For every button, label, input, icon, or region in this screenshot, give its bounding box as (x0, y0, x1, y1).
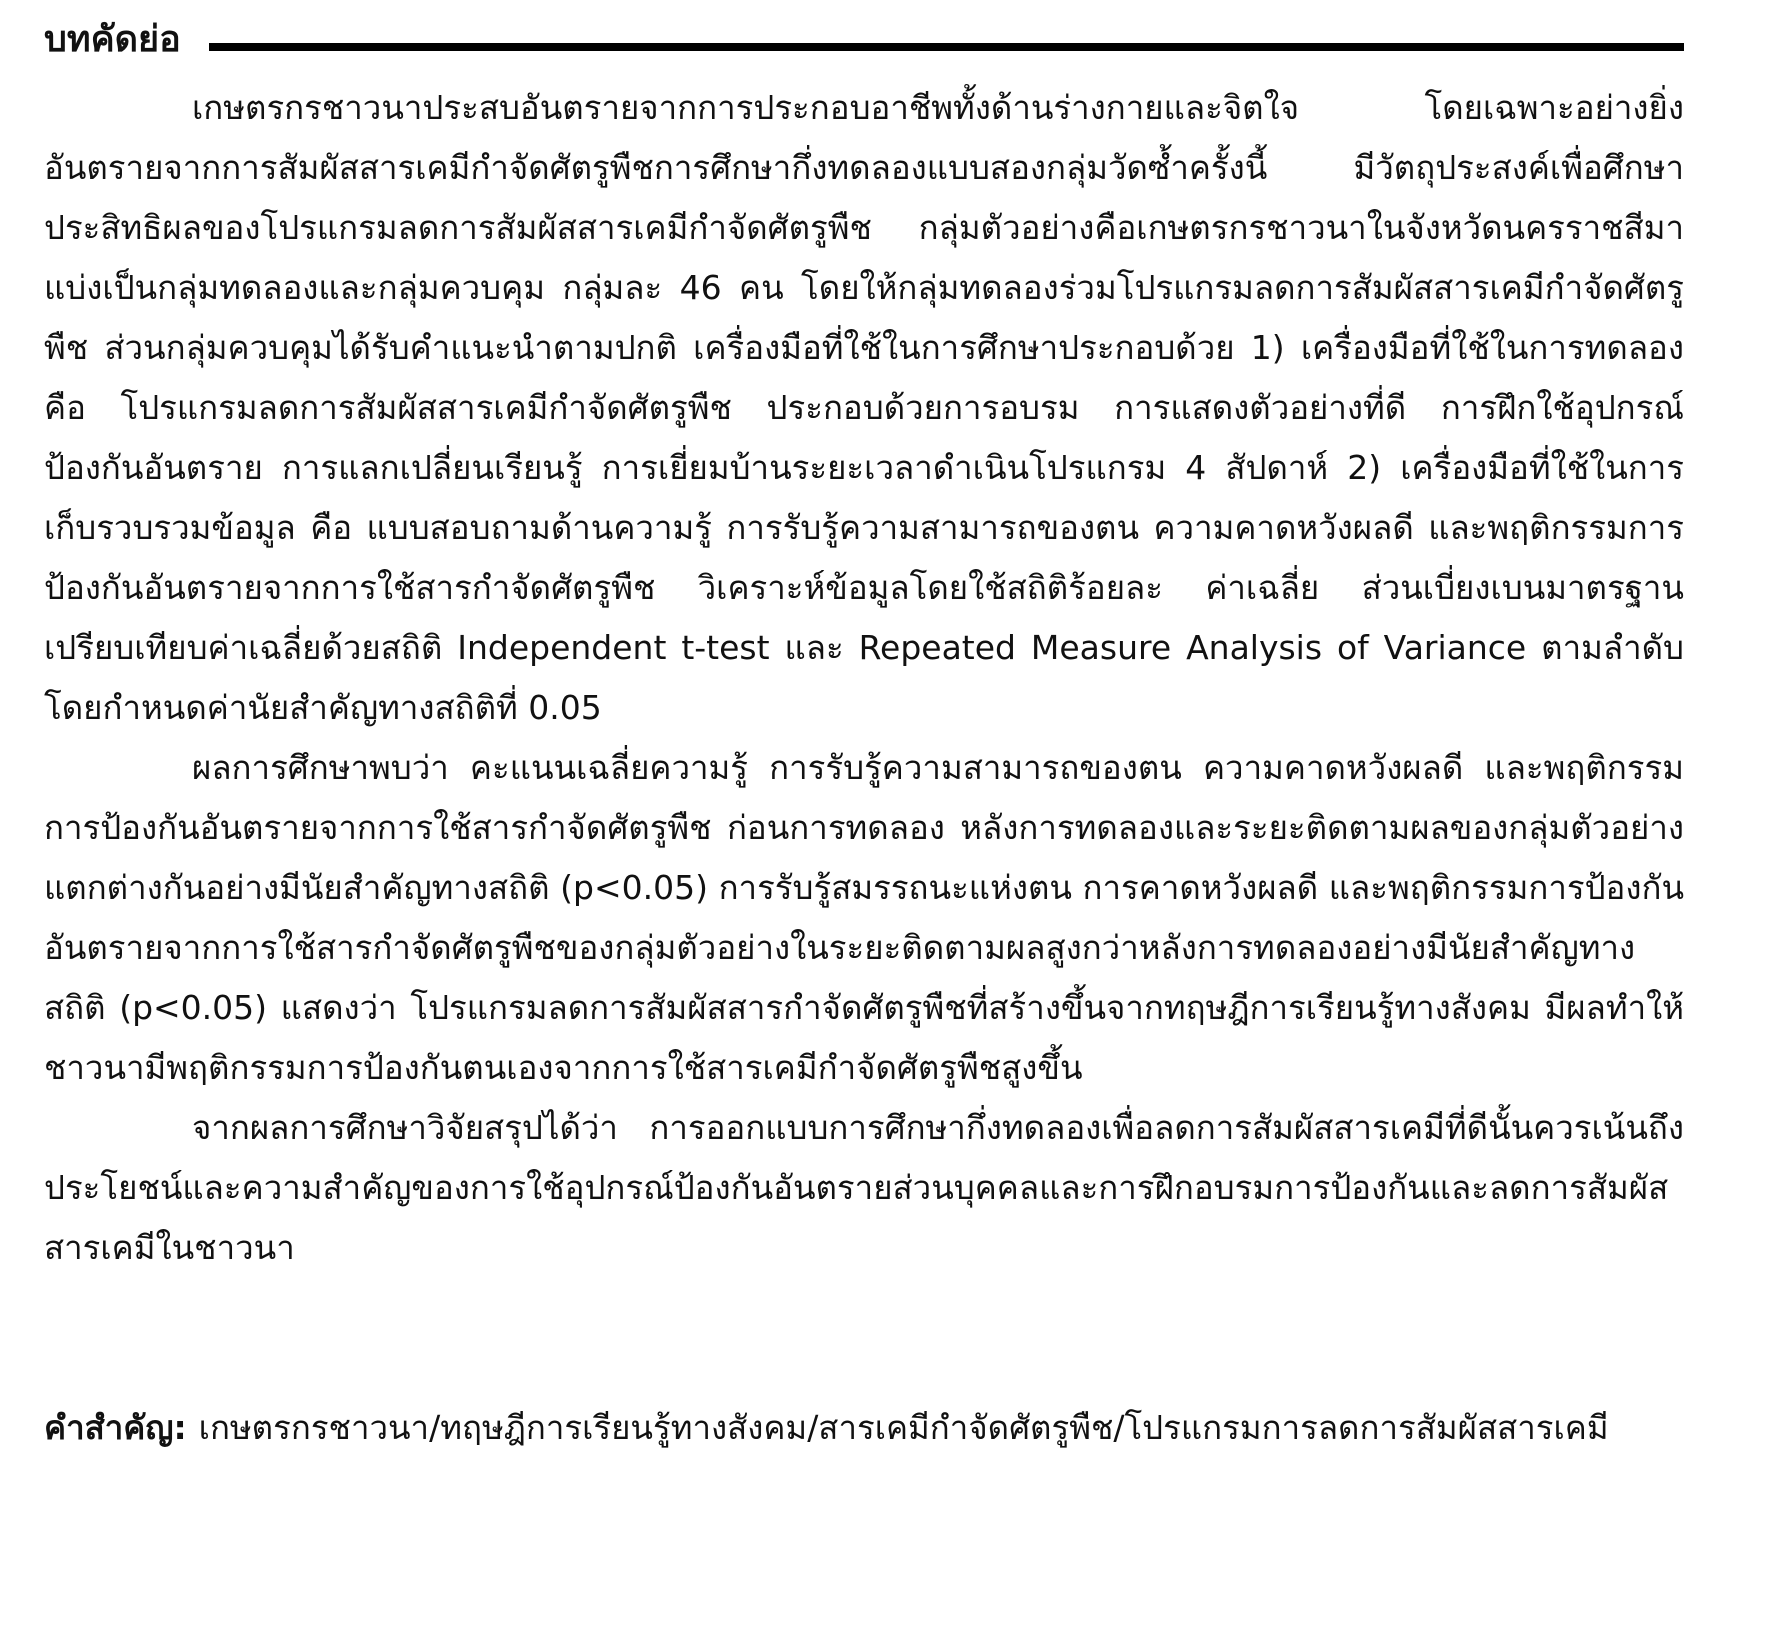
heading-rule (209, 43, 1684, 51)
abstract-heading: บทคัดย่อ (44, 19, 181, 60)
abstract-page (44, 10, 1684, 1458)
keywords-block (44, 1398, 1684, 1458)
abstract-paragraph-results: ผลการศึกษาพบว่า คะแนนเฉลี่ยความรู้ การรับรู้ความสามารถของตน ความคาดหวังผลดี และพฤติกรรมการป้องกันอันตรายจากการใช้สารกำจัดศัตรูพืช ก่อนการทดลอง หลังการทดลองและระยะติดตามผลของกลุ่มตัวอย่างแตกต่างกันอย่างมีนัยสำคัญทางสถิติ (p<0.05) การรับรู้สมรรถนะแห่งตน การคาดหวังผลดี และพฤติกรรมการป้องกันอันตรายจากการใช้สารกำจัดศัตรูพืชของกลุ่มตัวอย่างในระยะติดตามผลสูงกว่าหลังการทดลองอย่างมีนัยสำคัญทางสถิติ (p<0.05) แสดงว่า โปรแกรมลดการสัมผัสสารกำจัดศัตรูพืชที่สร้างขึ้นจากทฤษฎีการเรียนรู้ทางสังคม มีผลทำให้ชาวนามีพฤติกรรมการป้องกันตนเองจากการใช้สารเคมีกำจัดศัตรูพืชสูงขึ้น (44, 748, 1684, 1087)
keywords-label: คำสำคัญ: (44, 1408, 187, 1447)
abstract-body (44, 78, 1684, 1278)
abstract-paragraph-methods: เกษตรกรชาวนาประสบอันตรายจากการประกอบอาชีพทั้งด้านร่างกายและจิตใจ โดยเฉพาะอย่างยิ่งอันตรายจากการสัมผัสสารเคมีกำจัดศัตรูพืชการศึกษากึ่งทดลองแบบสองกลุ่มวัดซ้ำครั้งนี้ มีวัตถุประสงค์เพื่อศึกษาประสิทธิผลของโปรแกรมลดการสัมผัสสารเคมีกำจัดศัตรูพืช กลุ่มตัวอย่างคือเกษตรกรชาวนาในจังหวัดนครราชสีมา แบ่งเป็นกลุ่มทดลองและกลุ่มควบคุม กลุ่มละ 46 คน โดยให้กลุ่มทดลองร่วมโปรแกรมลดการสัมผัสสารเคมีกำจัดศัตรูพืช ส่วนกลุ่มควบคุมได้รับคำแนะนำตามปกติ เครื่องมือที่ใช้ในการศึกษาประกอบด้วย 1) เครื่องมือที่ใช้ในการทดลอง คือ โปรแกรมลดการสัมผัสสารเคมีกำจัดศัตรูพืช ประกอบด้วยการอบรม การแสดงตัวอย่างที่ดี การฝึกใช้อุปกรณ์ป้องกันอันตราย การแลกเปลี่ยนเรียนรู้ การเยี่ยมบ้านระยะเวลาดำเนินโปรแกรม 4 สัปดาห์ 2) เครื่องมือที่ใช้ในการเก็บรวบรวมข้อมูล คือ แบบสอบถามด้านความรู้ การรับรู้ความสามารถของตน ความคาดหวังผลดี และพฤติกรรมการป้องกันอันตรายจากการใช้สารกำจัดศัตรูพืช วิเคราะห์ข้อมูลโดยใช้สถิติร้อยละ ค่าเฉลี่ย ส่วนเบี่ยงเบนมาตรฐาน เปรียบเทียบค่าเฉลี่ยด้วยสถิติ Independent t-test และ Repeated Measure Analysis of Variance ตามลำดับ โดยกำหนดค่านัยสำคัญทางสถิติที่ 0.05 (44, 88, 1684, 727)
abstract-paragraph-conclusion: จากผลการศึกษาวิจัยสรุปได้ว่า การออกแบบการศึกษากึ่งทดลองเพื่อลดการสัมผัสสารเคมีที่ดีนั้นควรเน้นถึงประโยชน์และความสำคัญของการใช้อุปกรณ์ป้องกันอันตรายส่วนบุคคลและการฝึกอบรมการป้องกันและลดการสัมผัสสารเคมีในชาวนา (44, 1108, 1684, 1267)
abstract-heading-row (44, 10, 1684, 70)
keywords-text: เกษตรกรชาวนา/ทฤษฎีการเรียนรู้ทางสังคม/สารเคมีกำจัดศัตรูพืช/โปรแกรมการลดการสัมผัสสารเคมี (198, 1408, 1609, 1447)
